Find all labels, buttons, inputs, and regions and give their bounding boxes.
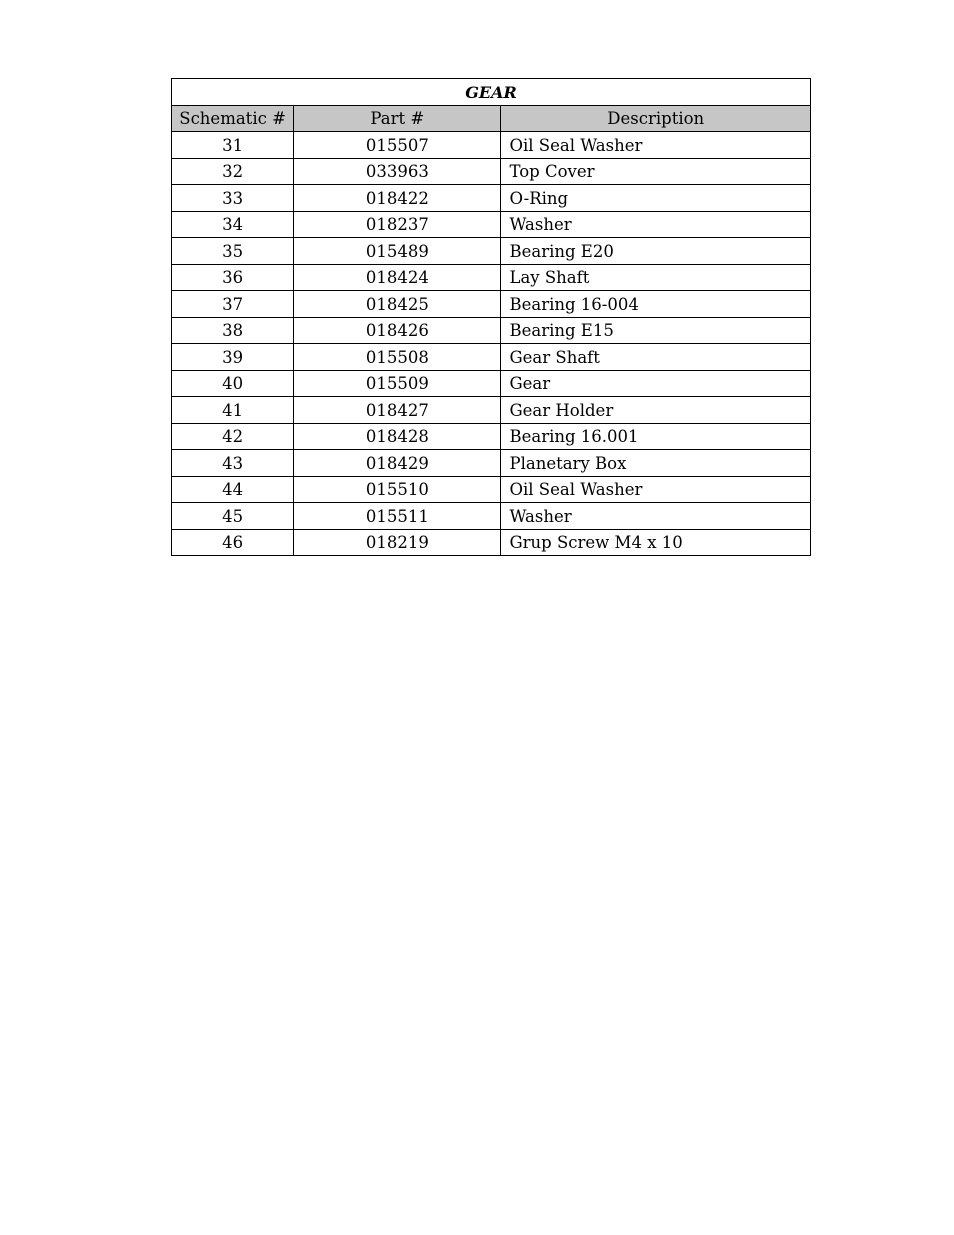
cell-part: 015507: [294, 132, 501, 159]
table-row: [172, 450, 811, 477]
cell-schematic: 33: [172, 185, 294, 212]
table-row: [172, 264, 811, 291]
table-row: [172, 317, 811, 344]
cell-description: Top Cover: [501, 158, 811, 185]
cell-schematic: 35: [172, 238, 294, 265]
cell-description: Bearing E20: [501, 238, 811, 265]
cell-part: 018429: [294, 450, 501, 477]
table-row: [172, 476, 811, 503]
header-schematic: Schematic #: [172, 105, 294, 132]
table-row: [172, 238, 811, 265]
header-part: Part #: [294, 105, 501, 132]
table-row: [172, 158, 811, 185]
cell-description: Washer: [501, 503, 811, 530]
cell-schematic: 44: [172, 476, 294, 503]
cell-description: Planetary Box: [501, 450, 811, 477]
cell-part: 018428: [294, 423, 501, 450]
cell-part: 018427: [294, 397, 501, 424]
table-row: [172, 344, 811, 371]
cell-description: Gear Holder: [501, 397, 811, 424]
table-row: [172, 503, 811, 530]
cell-part: 018425: [294, 291, 501, 318]
header-description: Description: [501, 105, 811, 132]
table-row: [172, 423, 811, 450]
cell-part: 015509: [294, 370, 501, 397]
parts-table: [171, 78, 811, 556]
cell-description: Gear: [501, 370, 811, 397]
cell-part: 018422: [294, 185, 501, 212]
table-row: [172, 211, 811, 238]
table-row: [172, 370, 811, 397]
cell-part: 018237: [294, 211, 501, 238]
table-body: [172, 132, 811, 556]
cell-description: Gear Shaft: [501, 344, 811, 371]
cell-schematic: 32: [172, 158, 294, 185]
cell-schematic: 31: [172, 132, 294, 159]
cell-part: 015511: [294, 503, 501, 530]
cell-part: 015508: [294, 344, 501, 371]
cell-description: Bearing E15: [501, 317, 811, 344]
table-row: [172, 397, 811, 424]
table-title-row: [172, 79, 811, 106]
cell-schematic: 40: [172, 370, 294, 397]
cell-part: 018424: [294, 264, 501, 291]
cell-description: Lay Shaft: [501, 264, 811, 291]
cell-description: Grup Screw M4 x 10: [501, 529, 811, 556]
cell-part: 015510: [294, 476, 501, 503]
cell-schematic: 46: [172, 529, 294, 556]
cell-part: 018219: [294, 529, 501, 556]
table-row: [172, 291, 811, 318]
cell-description: Bearing 16.001: [501, 423, 811, 450]
cell-schematic: 41: [172, 397, 294, 424]
cell-schematic: 37: [172, 291, 294, 318]
table-header-row: [172, 105, 811, 132]
cell-schematic: 42: [172, 423, 294, 450]
cell-schematic: 38: [172, 317, 294, 344]
cell-schematic: 45: [172, 503, 294, 530]
cell-description: Bearing 16-004: [501, 291, 811, 318]
cell-part: 033963: [294, 158, 501, 185]
cell-description: O-Ring: [501, 185, 811, 212]
cell-part: 018426: [294, 317, 501, 344]
table-row: [172, 132, 811, 159]
table-title: GEAR: [172, 79, 811, 106]
table-row: [172, 185, 811, 212]
cell-part: 015489: [294, 238, 501, 265]
cell-schematic: 36: [172, 264, 294, 291]
cell-schematic: 43: [172, 450, 294, 477]
cell-description: Oil Seal Washer: [501, 132, 811, 159]
cell-description: Oil Seal Washer: [501, 476, 811, 503]
cell-schematic: 34: [172, 211, 294, 238]
cell-description: Washer: [501, 211, 811, 238]
cell-schematic: 39: [172, 344, 294, 371]
table-row: [172, 529, 811, 556]
